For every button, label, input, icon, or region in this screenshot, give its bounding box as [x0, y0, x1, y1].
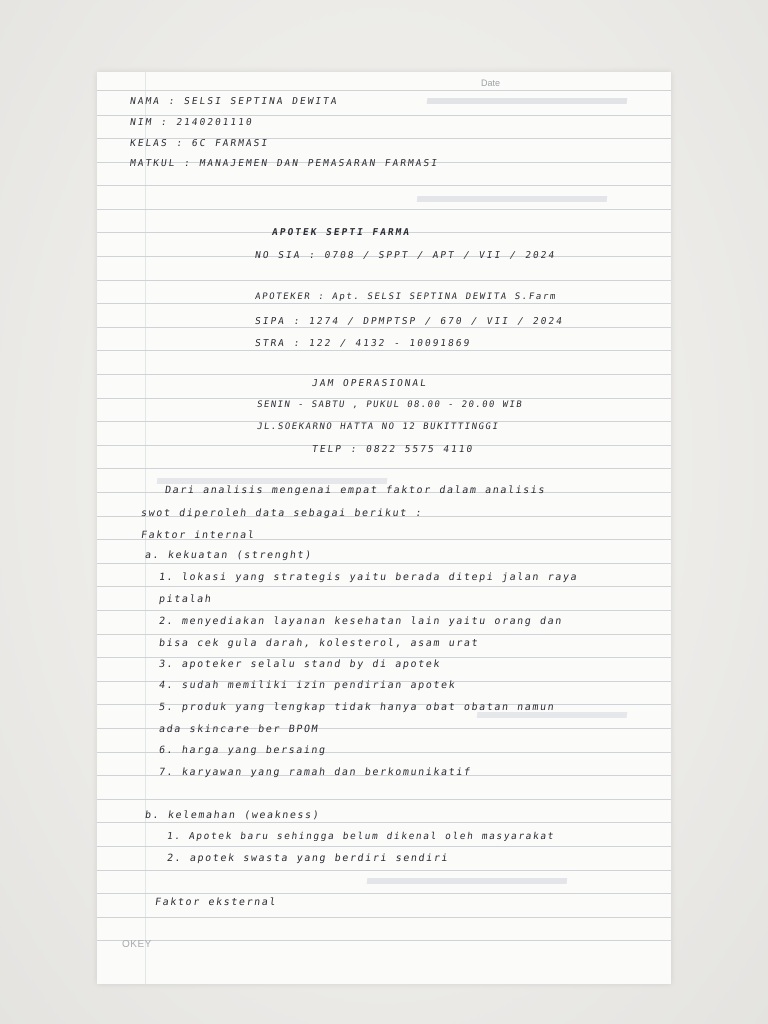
weakness-item: 1. Apotek baru sehingga belum dikenal oleh masyarakat	[166, 831, 556, 842]
ruled-line	[97, 468, 671, 469]
ruled-line	[97, 185, 671, 186]
jam-operasional-hours: SENIN - SABTU , PUKUL 08.00 - 20.00 WIB	[256, 400, 524, 410]
intro-line-2: swot diperoleh data sebagai berikut :	[140, 508, 424, 519]
ruled-line	[97, 209, 671, 210]
bleed-through-mark	[367, 878, 568, 884]
ruled-line	[97, 940, 671, 941]
ruled-line	[97, 799, 671, 800]
ruled-line	[97, 563, 671, 564]
ruled-line	[97, 870, 671, 871]
ruled-line	[97, 280, 671, 281]
ruled-line	[97, 303, 671, 304]
date-label: Date	[481, 78, 501, 88]
bleed-through-mark	[417, 196, 608, 202]
notebook-brand-logo: OKEY	[122, 939, 152, 950]
apotek-no-sia: NO SIA : 0708 / SPPT / APT / VII / 2024	[254, 250, 557, 261]
ruled-line	[97, 822, 671, 823]
ruled-line	[97, 586, 671, 587]
ruled-line	[97, 90, 671, 91]
strength-item: ada skincare ber BPOM	[158, 724, 320, 735]
ruled-line	[97, 327, 671, 328]
weakness-heading: b. kelemahan (weakness)	[144, 810, 322, 821]
strength-item: 4. sudah memiliki izin pendirian apotek	[158, 680, 457, 691]
ruled-line	[97, 350, 671, 351]
ruled-line	[97, 634, 671, 635]
jam-operasional-title: JAM OPERASIONAL	[311, 378, 429, 389]
ruled-line	[97, 917, 671, 918]
ruled-line	[97, 893, 671, 894]
ruled-line	[97, 374, 671, 375]
intro-line-1: Dari analisis mengenai empat faktor dalam analisis	[164, 485, 547, 496]
apotek-sipa: SIPA : 1274 / DPMPTSP / 670 / VII / 2024	[254, 316, 565, 327]
apotek-name: APOTEK SEPTI FARMA	[271, 227, 412, 238]
strength-heading: a. kekuatan (strenght)	[144, 550, 314, 561]
faktor-internal-heading: Faktor internal	[140, 530, 257, 541]
strength-item: 2. menyediakan layanan kesehatan lain yaitu orang dan	[158, 616, 564, 627]
strength-item: pitalah	[158, 594, 214, 605]
apotek-phone: TELP : 0822 5575 4110	[311, 444, 475, 455]
ruled-line	[97, 846, 671, 847]
faktor-eksternal-heading: Faktor eksternal	[154, 897, 278, 908]
apotek-address: JL.SOEKARNO HATTA NO 12 BUKITTINGGI	[256, 422, 500, 432]
notebook-page	[97, 72, 671, 984]
strength-item: 1. lokasi yang strategis yaitu berada ditepi jalan raya	[158, 572, 579, 583]
strength-item: bisa cek gula darah, kolesterol, asam urat	[158, 638, 480, 649]
apotek-stra: STRA : 122 / 4132 - 10091869	[254, 338, 472, 349]
apotek-apoteker: APOTEKER : Apt. SELSI SEPTINA DEWITA S.Farm	[254, 292, 558, 302]
header-nim: NIM : 2140201110	[129, 117, 255, 128]
strength-item: 7. karyawan yang ramah dan berkomunikatif	[158, 767, 473, 778]
strength-item: 5. produk yang lengkap tidak hanya obat obatan namun	[158, 702, 557, 713]
ruled-line	[97, 115, 671, 116]
header-matkul: MATKUL : MANAJEMEN DAN PEMASARAN FARMASI	[129, 158, 440, 169]
header-nama: NAMA : SELSI SEPTINA DEWITA	[129, 96, 340, 107]
ruled-line	[97, 610, 671, 611]
ruled-line	[97, 398, 671, 399]
strength-item: 6. harga yang bersaing	[158, 745, 328, 756]
header-kelas: KELAS : 6C FARMASI	[129, 138, 270, 149]
ruled-line	[97, 657, 671, 658]
strength-item: 3. apoteker selalu stand by di apotek	[158, 659, 442, 670]
bleed-through-mark	[157, 478, 388, 484]
weakness-item: 2. apotek swasta yang berdiri sendiri	[166, 853, 450, 864]
bleed-through-mark	[427, 98, 628, 104]
